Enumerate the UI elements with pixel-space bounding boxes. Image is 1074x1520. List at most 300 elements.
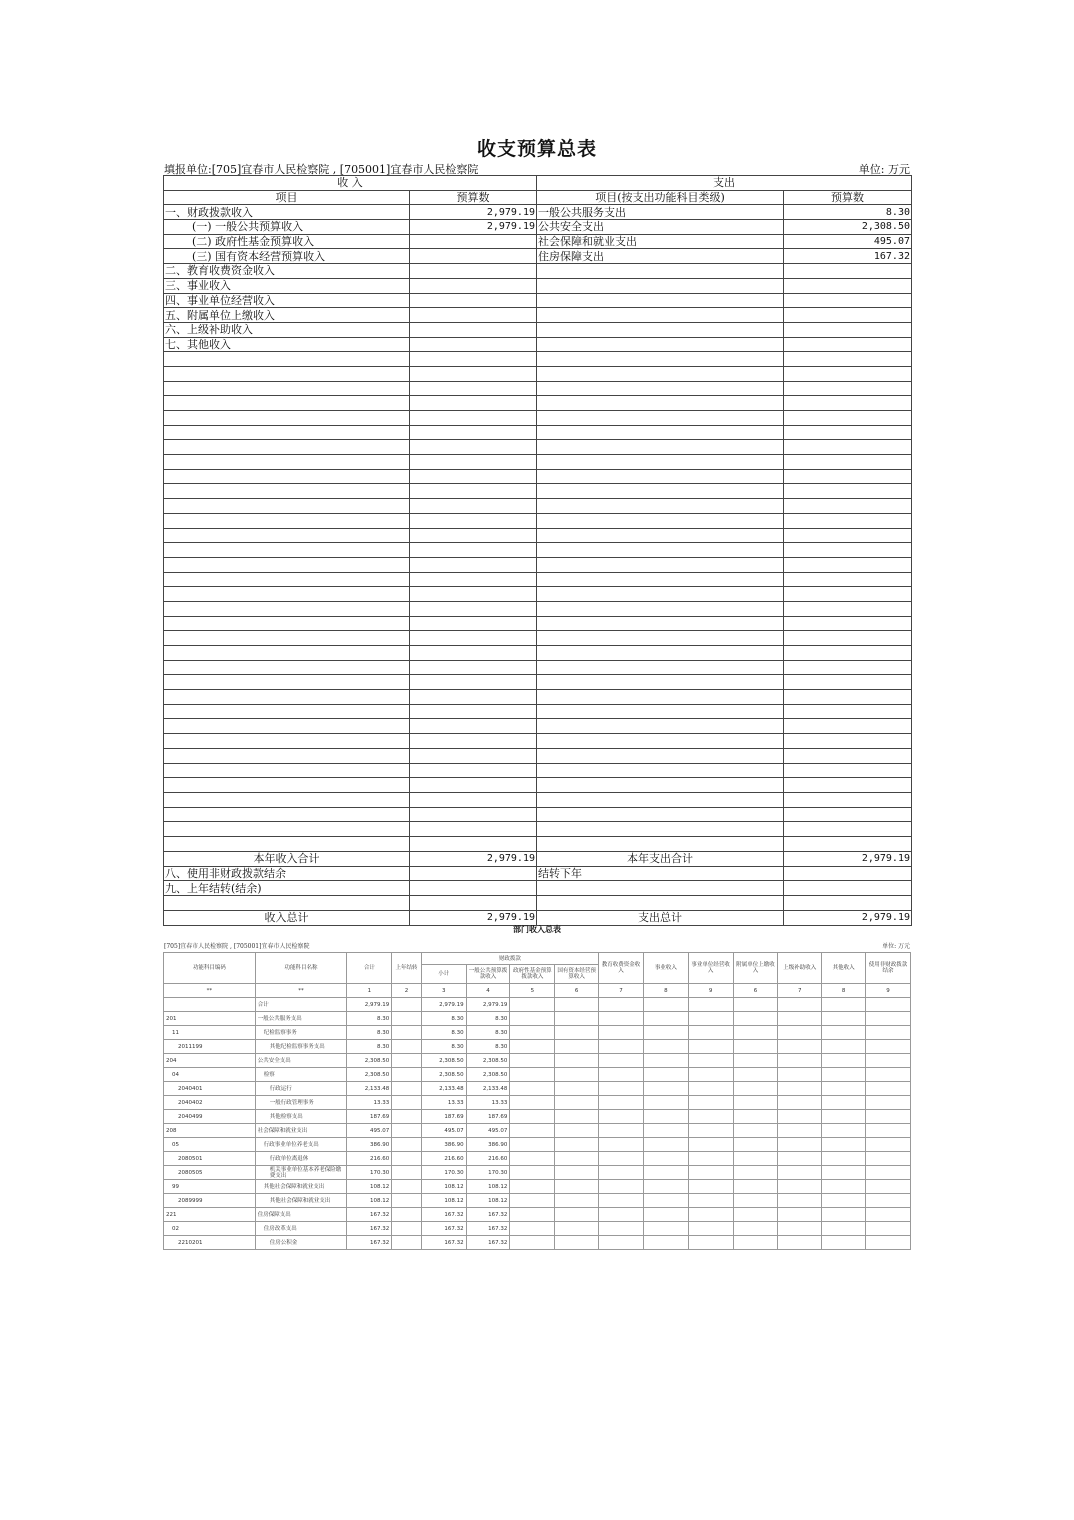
empty-cell [510, 1138, 555, 1152]
expense-header: 支出 [537, 176, 912, 191]
empty-cell [164, 704, 410, 719]
total-value: 216.60 [347, 1152, 392, 1166]
empty-cell [733, 1194, 778, 1208]
empty-cell [510, 1222, 555, 1236]
subtotal-value: 2,133.48 [421, 1082, 466, 1096]
empty-cell [784, 631, 912, 646]
empty-cell [784, 748, 912, 763]
empty-cell [784, 543, 912, 558]
empty-cell [164, 528, 410, 543]
table-row [164, 264, 912, 279]
column-header: 使用非财政拨款结余 [866, 953, 911, 984]
empty-cell [822, 1082, 866, 1096]
budget-summary-table [163, 175, 912, 926]
table-row [164, 807, 912, 822]
empty-cell [866, 998, 911, 1012]
empty-cell [822, 998, 866, 1012]
empty-cell [784, 792, 912, 807]
table-row [164, 528, 912, 543]
expense-total-value: 2,979.19 [784, 851, 912, 866]
empty-cell [784, 836, 912, 851]
income-value [410, 308, 537, 323]
subtotal-value: 495.07 [421, 1124, 466, 1138]
empty-cell [410, 528, 537, 543]
function-code: 221 [164, 1208, 256, 1222]
empty-cell [410, 572, 537, 587]
table-row [164, 1194, 911, 1208]
empty-cell [784, 455, 912, 470]
empty-cell [555, 1152, 599, 1166]
empty-cell [510, 1166, 555, 1180]
empty-cell [784, 440, 912, 455]
empty-cell [510, 1040, 555, 1054]
table-row [164, 822, 912, 837]
empty-cell [537, 792, 784, 807]
expense-item [537, 322, 784, 337]
empty-cell [537, 807, 784, 822]
empty-cell [164, 513, 410, 528]
index-cell: 2 [392, 984, 422, 998]
empty-cell [164, 896, 410, 911]
income-total-value: 2,979.19 [410, 851, 537, 866]
empty-cell [164, 748, 410, 763]
table-row [164, 836, 912, 851]
expense-value [784, 264, 912, 279]
column-header: 其他收入 [822, 953, 866, 984]
empty-cell [643, 1068, 688, 1082]
empty-cell [555, 1012, 599, 1026]
empty-cell [164, 778, 410, 793]
empty-cell [510, 1096, 555, 1110]
empty-cell [510, 1054, 555, 1068]
empty-cell [410, 792, 537, 807]
function-code: 208 [164, 1124, 256, 1138]
empty-cell [510, 1026, 555, 1040]
empty-cell [164, 601, 410, 616]
expense-value: 8.30 [784, 205, 912, 220]
function-name: 其他社会保障和就业支出 [255, 1180, 347, 1194]
total-value: 108.12 [347, 1180, 392, 1194]
empty-cell [733, 1180, 778, 1194]
empty-cell [555, 998, 599, 1012]
expense-item: 住房保障支出 [537, 249, 784, 264]
empty-cell [688, 1012, 733, 1026]
total-value: 187.69 [347, 1110, 392, 1124]
empty-cell [599, 1040, 644, 1054]
empty-cell [164, 425, 410, 440]
subtotal-value: 108.12 [421, 1194, 466, 1208]
function-name: 社会保障和就业支出 [255, 1124, 347, 1138]
empty-cell [410, 866, 537, 881]
empty-cell [733, 1222, 778, 1236]
empty-cell [784, 690, 912, 705]
empty-cell [392, 1068, 422, 1082]
index-cell: ** [164, 984, 256, 998]
empty-cell [555, 1082, 599, 1096]
income-summary-filler: [705]宜春市人民检察院 , [705001]宜春市人民检察院 [164, 943, 310, 950]
empty-cell [164, 646, 410, 661]
table-row [164, 1180, 911, 1194]
unit-label: 单位: 万元 [858, 163, 910, 176]
subtotal-value: 2,979.19 [421, 998, 466, 1012]
index-cell: 6 [555, 984, 599, 998]
subtotal-value: 2,308.50 [421, 1068, 466, 1082]
empty-cell [164, 792, 410, 807]
empty-cell [643, 1082, 688, 1096]
general-budget-value: 13.33 [466, 1096, 510, 1110]
function-code: 11 [164, 1026, 256, 1040]
empty-cell [537, 704, 784, 719]
column-header: 政府性基金预算拨款收入 [510, 965, 555, 984]
empty-cell [164, 366, 410, 381]
function-code [164, 998, 256, 1012]
table-row [164, 778, 912, 793]
empty-cell [164, 719, 410, 734]
empty-cell [733, 1054, 778, 1068]
empty-cell [866, 1026, 911, 1040]
empty-cell [537, 528, 784, 543]
table-row [164, 1082, 911, 1096]
empty-cell [688, 1208, 733, 1222]
empty-cell [778, 1194, 822, 1208]
empty-cell [784, 896, 912, 911]
empty-cell [733, 1012, 778, 1026]
empty-cell [599, 1054, 644, 1068]
header-row [164, 953, 911, 965]
empty-cell [643, 1222, 688, 1236]
empty-cell [392, 1152, 422, 1166]
empty-cell [392, 1194, 422, 1208]
empty-cell [866, 1208, 911, 1222]
empty-cell [778, 1166, 822, 1180]
empty-cell [733, 998, 778, 1012]
function-code: 2210201 [164, 1236, 256, 1250]
income-value [410, 249, 537, 264]
general-budget-value: 386.90 [466, 1138, 510, 1152]
general-budget-value: 167.32 [466, 1208, 510, 1222]
empty-cell [510, 1208, 555, 1222]
empty-cell [784, 557, 912, 572]
total-value: 8.30 [347, 1026, 392, 1040]
empty-cell [410, 601, 537, 616]
col-item-expense: 项目(按支出功能科目类级) [537, 190, 784, 205]
empty-cell [510, 1012, 555, 1026]
empty-cell [510, 1152, 555, 1166]
empty-cell [784, 587, 912, 602]
function-code: 204 [164, 1054, 256, 1068]
function-code: 201 [164, 1012, 256, 1026]
empty-cell [537, 601, 784, 616]
empty-cell [643, 1152, 688, 1166]
department-income-table [163, 952, 911, 1250]
table-row [164, 499, 912, 514]
function-name: 行政单位离退休 [255, 1152, 347, 1166]
empty-cell [537, 543, 784, 558]
empty-cell [822, 1166, 866, 1180]
expense-value: 495.07 [784, 234, 912, 249]
empty-cell [537, 748, 784, 763]
table-row [164, 308, 912, 323]
table-row [164, 543, 912, 558]
empty-cell [392, 1096, 422, 1110]
empty-cell [643, 1026, 688, 1040]
table-row [164, 1110, 911, 1124]
total-value: 495.07 [347, 1124, 392, 1138]
table-row [164, 469, 912, 484]
table-row [164, 1152, 911, 1166]
empty-cell [784, 572, 912, 587]
empty-cell [164, 836, 410, 851]
empty-cell [410, 807, 537, 822]
empty-cell [599, 1068, 644, 1082]
empty-cell [510, 1068, 555, 1082]
function-name: 住房公积金 [255, 1236, 347, 1250]
table-row [164, 1096, 911, 1110]
empty-cell [778, 1222, 822, 1236]
empty-cell [866, 1054, 911, 1068]
empty-cell [784, 660, 912, 675]
expense-item [537, 293, 784, 308]
col-item: 项目 [164, 190, 410, 205]
empty-cell [164, 411, 410, 426]
empty-cell [510, 1180, 555, 1194]
empty-cell [688, 998, 733, 1012]
empty-cell [643, 1096, 688, 1110]
empty-cell [164, 587, 410, 602]
empty-cell [164, 616, 410, 631]
expense-value [784, 293, 912, 308]
empty-cell [537, 778, 784, 793]
empty-cell [688, 1152, 733, 1166]
empty-cell [784, 352, 912, 367]
column-header: 功能科目编码 [164, 953, 256, 984]
table-row [164, 322, 912, 337]
income-total-label: 本年收入合计 [164, 851, 410, 866]
table-row [164, 675, 912, 690]
empty-cell [410, 881, 537, 896]
column-header: 事业单位经营收入 [688, 953, 733, 984]
empty-cell [164, 572, 410, 587]
table-row [164, 249, 912, 264]
empty-cell [410, 352, 537, 367]
income-item: (二) 政府性基金预算收入 [164, 234, 410, 249]
column-header: 附属单位上缴收入 [733, 953, 778, 984]
empty-cell [537, 763, 784, 778]
empty-cell [537, 690, 784, 705]
income-item: 二、教育收费资金收入 [164, 264, 410, 279]
expense-value: 2,308.50 [784, 220, 912, 235]
empty-cell [410, 543, 537, 558]
empty-cell [164, 455, 410, 470]
empty-cell [688, 1166, 733, 1180]
empty-cell [392, 1110, 422, 1124]
empty-cell [643, 1236, 688, 1250]
subtotal-value: 2,308.50 [421, 1054, 466, 1068]
empty-cell [392, 1222, 422, 1236]
empty-cell [410, 690, 537, 705]
table-row [164, 719, 912, 734]
empty-cell [784, 822, 912, 837]
table-row [164, 278, 912, 293]
empty-cell [537, 616, 784, 631]
empty-cell [643, 1040, 688, 1054]
empty-cell [643, 1054, 688, 1068]
empty-cell [537, 881, 784, 896]
subtotal-value: 167.32 [421, 1222, 466, 1236]
total-value: 167.32 [347, 1208, 392, 1222]
column-header: 教育收费资金收入 [599, 953, 644, 984]
empty-cell [784, 381, 912, 396]
empty-cell [410, 896, 537, 911]
empty-cell [537, 734, 784, 749]
empty-cell [392, 1082, 422, 1096]
empty-cell [778, 1152, 822, 1166]
table-row [164, 792, 912, 807]
empty-cell [510, 1082, 555, 1096]
subtotal-value: 216.60 [421, 1152, 466, 1166]
empty-cell [733, 1166, 778, 1180]
empty-cell [555, 1054, 599, 1068]
table-row [164, 587, 912, 602]
empty-cell [410, 381, 537, 396]
table-row [164, 1236, 911, 1250]
empty-cell [822, 1054, 866, 1068]
function-code: 02 [164, 1222, 256, 1236]
table-row [164, 513, 912, 528]
empty-cell [784, 763, 912, 778]
table-row [164, 660, 912, 675]
empty-cell [778, 1096, 822, 1110]
function-code: 2080501 [164, 1152, 256, 1166]
table-row [164, 411, 912, 426]
empty-cell [164, 499, 410, 514]
general-budget-value: 8.30 [466, 1012, 510, 1026]
total-value: 8.30 [347, 1040, 392, 1054]
empty-cell [555, 1194, 599, 1208]
empty-cell [822, 1222, 866, 1236]
table-row [164, 998, 911, 1012]
expense-item: 公共安全支出 [537, 220, 784, 235]
index-cell: 9 [866, 984, 911, 998]
empty-cell [778, 1040, 822, 1054]
empty-cell [410, 484, 537, 499]
income-value [410, 264, 537, 279]
income-summary-title: 部门收入总表 [513, 924, 561, 934]
empty-cell [555, 1180, 599, 1194]
grand-expense-value: 2,979.19 [784, 910, 912, 925]
empty-cell [778, 1124, 822, 1138]
empty-cell [537, 484, 784, 499]
empty-cell [784, 484, 912, 499]
empty-cell [643, 1166, 688, 1180]
index-cell: 8 [643, 984, 688, 998]
empty-cell [164, 396, 410, 411]
empty-cell [537, 352, 784, 367]
column-header: 国有资本经营预算收入 [555, 965, 599, 984]
income-item: 三、事业收入 [164, 278, 410, 293]
empty-cell [164, 660, 410, 675]
empty-cell [866, 1040, 911, 1054]
empty-cell [392, 1012, 422, 1026]
income-item: 五、附属单位上缴收入 [164, 308, 410, 323]
empty-cell [510, 998, 555, 1012]
empty-cell [688, 1068, 733, 1082]
table-row [164, 352, 912, 367]
empty-cell [599, 1152, 644, 1166]
function-code: 2040401 [164, 1082, 256, 1096]
empty-cell [164, 675, 410, 690]
empty-cell [866, 1068, 911, 1082]
empty-cell [778, 1110, 822, 1124]
total-value: 167.32 [347, 1236, 392, 1250]
empty-cell [784, 719, 912, 734]
total-value: 167.32 [347, 1222, 392, 1236]
empty-cell [164, 469, 410, 484]
empty-cell [537, 411, 784, 426]
index-cell: 7 [599, 984, 644, 998]
table-row [164, 293, 912, 308]
empty-cell [733, 1082, 778, 1096]
empty-cell [537, 513, 784, 528]
empty-cell [555, 1110, 599, 1124]
empty-cell [510, 1110, 555, 1124]
empty-cell [822, 1068, 866, 1082]
grand-income-label: 收入总计 [164, 910, 410, 925]
empty-cell [555, 1138, 599, 1152]
total-value: 170.30 [347, 1166, 392, 1180]
empty-cell [784, 646, 912, 661]
table-row [164, 234, 912, 249]
empty-cell [510, 1194, 555, 1208]
column-header: 事业收入 [643, 953, 688, 984]
empty-cell [784, 499, 912, 514]
function-name: 行政事业单位养老支出 [255, 1138, 347, 1152]
empty-cell [164, 440, 410, 455]
empty-cell [164, 690, 410, 705]
empty-cell [164, 381, 410, 396]
empty-cell [410, 455, 537, 470]
function-code: 04 [164, 1068, 256, 1082]
empty-cell [778, 1208, 822, 1222]
index-cell: 8 [822, 984, 866, 998]
empty-cell [410, 469, 537, 484]
table-row [164, 484, 912, 499]
table-row [164, 763, 912, 778]
empty-cell [784, 425, 912, 440]
table-row [164, 1040, 911, 1054]
empty-cell [784, 866, 912, 881]
empty-cell [784, 396, 912, 411]
empty-cell [537, 455, 784, 470]
empty-cell [555, 1166, 599, 1180]
empty-cell [555, 1068, 599, 1082]
expense-value [784, 278, 912, 293]
function-name: 机关事业单位基本养老保险缴费支出 [255, 1166, 347, 1180]
function-code: 99 [164, 1180, 256, 1194]
table-row [164, 337, 912, 352]
column-header: 功能科目名称 [255, 953, 347, 984]
empty-cell [164, 763, 410, 778]
empty-cell [164, 631, 410, 646]
expense-value [784, 308, 912, 323]
general-budget-value: 108.12 [466, 1180, 510, 1194]
empty-cell [537, 381, 784, 396]
empty-cell [778, 1082, 822, 1096]
column-header: 上级补助收入 [778, 953, 822, 984]
empty-cell [733, 1236, 778, 1250]
function-code: 05 [164, 1138, 256, 1152]
total-value: 2,133.48 [347, 1082, 392, 1096]
